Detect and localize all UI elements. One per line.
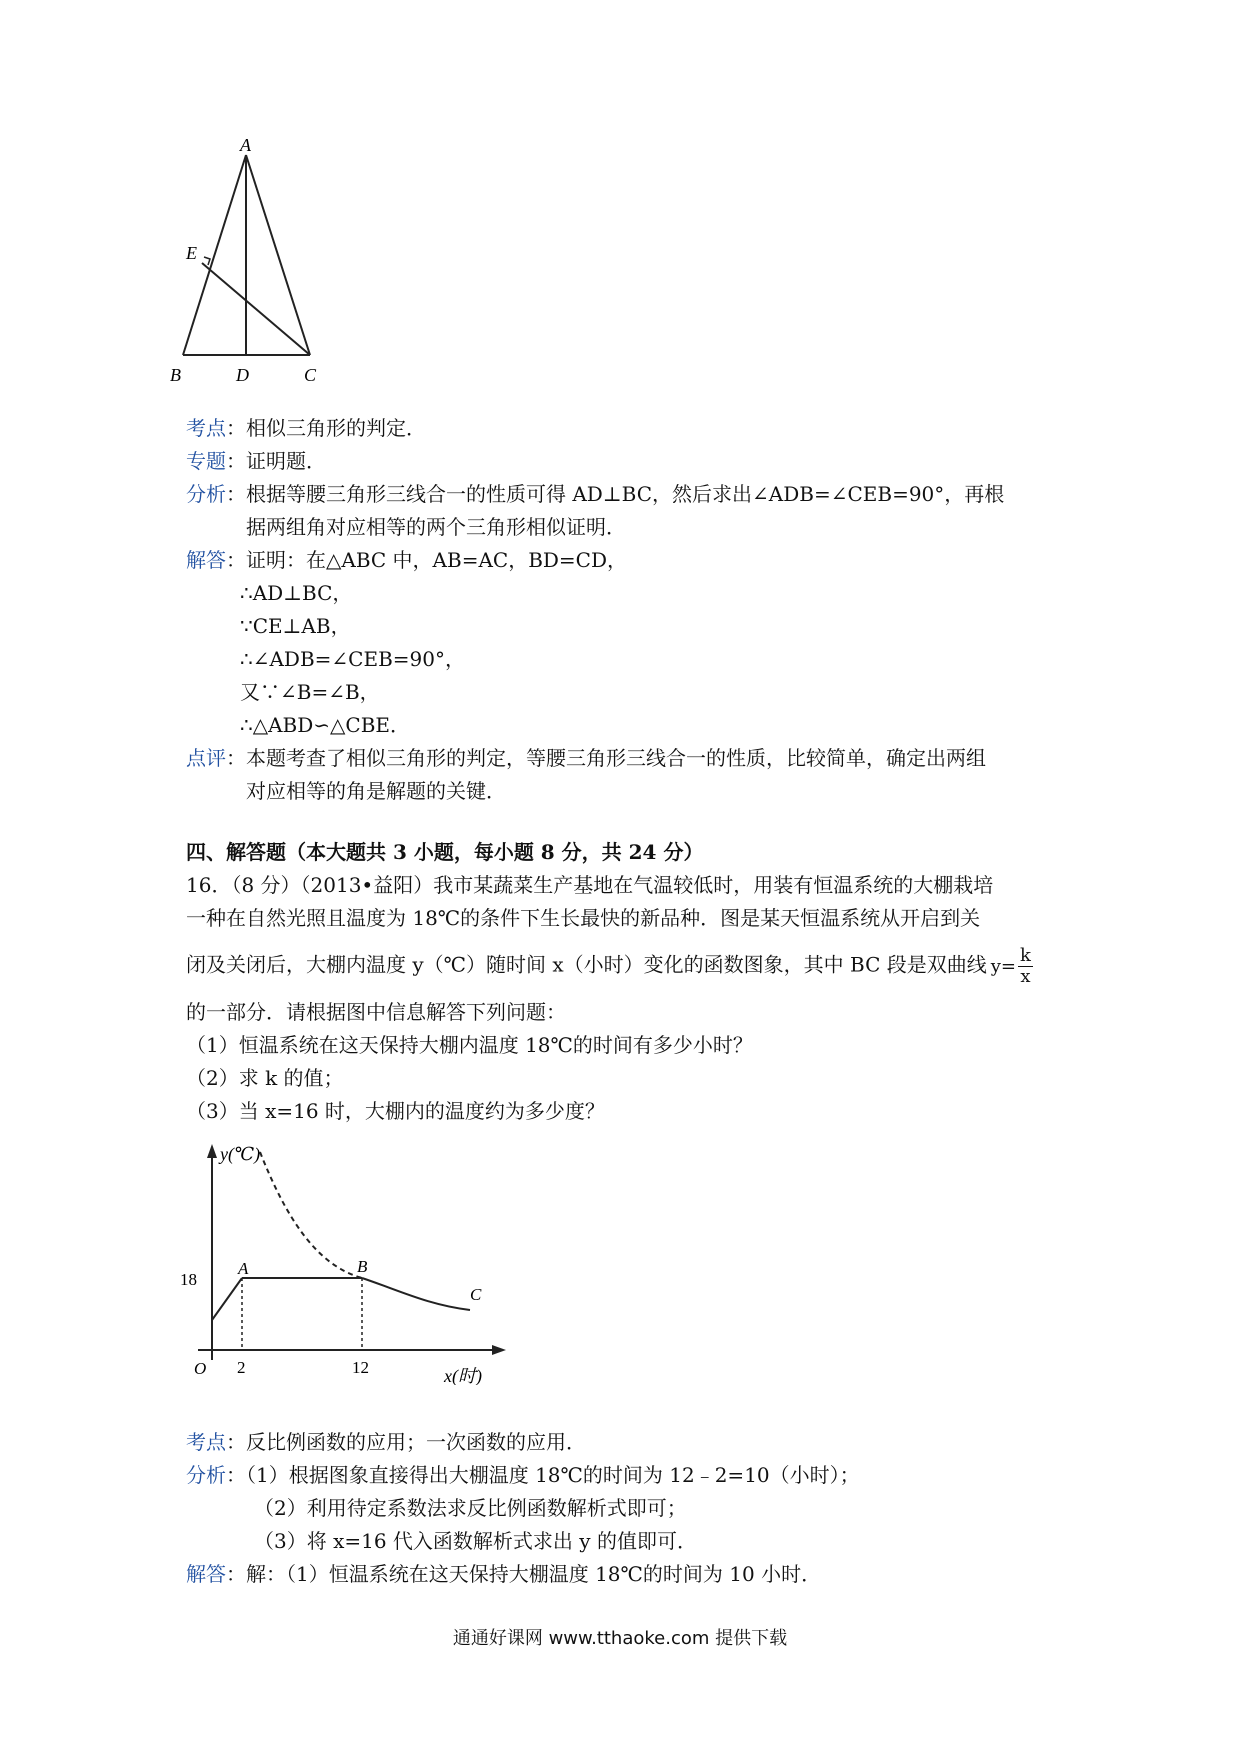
graph-origin-label: O bbox=[194, 1359, 207, 1378]
q15-dianping bbox=[186, 744, 986, 772]
dianping-text-1: ：本题考查了相似三角形的判定，等腰三角形三线合一的性质，比较简单，确定出两组 bbox=[226, 746, 986, 770]
kaodian-text: ：相似三角形的判定． bbox=[226, 416, 426, 440]
proof-step: 又∵∠B=∠B， bbox=[240, 680, 380, 704]
x-axis-arrow bbox=[492, 1345, 506, 1355]
jieda-text-1: ：解：（1）恒温系统在这天保持大棚温度 18℃的时间为 10 小时． bbox=[226, 1562, 822, 1586]
kaodian-label: 考点 bbox=[186, 416, 226, 440]
fenxi-label: 分析 bbox=[186, 482, 226, 506]
section-heading: 四、解答题（本大题共 3 小题，每小题 8 分，共 24 分） bbox=[186, 840, 704, 864]
proof-step: ∵CE⊥AB， bbox=[240, 614, 351, 638]
kaodian-text: ：反比例函数的应用；一次函数的应用． bbox=[226, 1430, 586, 1454]
fenxi-label: 分析 bbox=[186, 1463, 226, 1487]
fenxi-text-1: ：根据等腰三角形三线合一的性质可得 AD⊥BC，然后求出∠ADB=∠CEB=90°，再根 bbox=[226, 482, 1005, 506]
q15-kaodian bbox=[186, 414, 426, 442]
jieda-label: 解答 bbox=[186, 548, 226, 572]
kaodian-label: 考点 bbox=[186, 1430, 226, 1454]
q15-dianping-cont: 对应相等的角是解题的关键． bbox=[246, 779, 506, 803]
fenxi-text-1: ：（1）根据图象直接得出大棚温度 18℃的时间为 12﹣2=10（小时）； bbox=[226, 1463, 860, 1487]
q15-fenxi bbox=[186, 480, 1004, 508]
proof-step: ∴∠ADB=∠CEB=90°， bbox=[240, 647, 465, 671]
graph-x-label: x(时) bbox=[444, 1366, 482, 1385]
point-label-c: C bbox=[470, 1285, 482, 1304]
segment-oa bbox=[212, 1278, 242, 1320]
graph-y-label: y(℃) bbox=[220, 1144, 261, 1164]
hyperbola-dashed bbox=[260, 1152, 362, 1278]
vertex-label-a: A bbox=[240, 135, 251, 155]
q16-line: 的一部分．请根据图中信息解答下列问题： bbox=[186, 1000, 566, 1024]
formula-fraction bbox=[1018, 946, 1033, 987]
dianping-label: 点评 bbox=[186, 746, 226, 770]
temperature-graph bbox=[180, 1130, 520, 1385]
point-label-a: A bbox=[238, 1259, 249, 1278]
q16-fenxi-2: （2）利用待定系数法求反比例函数解析式即可； bbox=[254, 1496, 687, 1520]
y-axis-arrow bbox=[207, 1144, 217, 1158]
graph-y-tick-18: 18 bbox=[180, 1270, 197, 1289]
q16-kaodian bbox=[186, 1428, 586, 1456]
formula-denominator: x bbox=[1020, 966, 1031, 987]
jieda-label: 解答 bbox=[186, 1562, 226, 1586]
q16-fenxi-3: （3）将 x=16 代入函数解析式求出 y 的值即可． bbox=[254, 1529, 697, 1553]
zhuanti-text: ：证明题． bbox=[226, 449, 326, 473]
q16-fenxi bbox=[186, 1461, 860, 1489]
jieda-text-1: ：证明：在△ABC 中，AB=AC，BD=CD， bbox=[226, 548, 628, 572]
vertex-label-e: E bbox=[186, 243, 197, 263]
vertex-label-d: D bbox=[236, 365, 249, 385]
point-label-b: B bbox=[357, 1257, 368, 1276]
hyperbola-formula bbox=[990, 945, 1033, 987]
formula-prefix: y= bbox=[990, 955, 1017, 977]
triangle-figure bbox=[170, 135, 370, 385]
q16-line-with-formula bbox=[186, 946, 1033, 987]
q16-sub-question: （3）当 x=16 时，大棚内的温度约为多少度？ bbox=[186, 1099, 605, 1123]
graph-x-tick-12: 12 bbox=[352, 1358, 369, 1377]
vertex-label-c: C bbox=[304, 365, 317, 385]
q15-jieda bbox=[186, 546, 627, 574]
q16-line: 一种在自然光照且温度为 18℃的条件下生长最快的新品种．图是某天恒温系统从开启到关 bbox=[186, 906, 981, 930]
zhuanti-label: 专题 bbox=[186, 449, 226, 473]
proof-step: ∴AD⊥BC， bbox=[240, 581, 353, 605]
proof-step: ∴△ABD∽△CBE． bbox=[240, 713, 411, 737]
graph-x-tick-2: 2 bbox=[237, 1358, 246, 1377]
q16-sub-question: （2）求 k 的值； bbox=[186, 1066, 344, 1090]
q15-fenxi-cont: 据两组角对应相等的两个三角形相似证明． bbox=[246, 515, 626, 539]
page-footer: 通通好课网 www.tthaoke.com 提供下载 bbox=[452, 1628, 788, 1649]
curve-bc bbox=[362, 1278, 470, 1310]
q16-line-text: 闭及关闭后，大棚内温度 y（℃）随时间 x（小时）变化的函数图象，其中 BC 段是双曲线 bbox=[186, 952, 987, 977]
q16-sub-question: （1）恒温系统在这天保持大棚内温度 18℃的时间有多少小时？ bbox=[186, 1033, 753, 1057]
vertex-label-b: B bbox=[170, 365, 181, 385]
formula-numerator: k bbox=[1020, 945, 1031, 966]
q16-line: 16．（8 分）（2013•益阳）我市某蔬菜生产基地在气温较低时，用装有恒温系统的大棚栽培 bbox=[186, 873, 994, 897]
q15-zhuanti bbox=[186, 447, 326, 475]
q16-jieda bbox=[186, 1560, 821, 1588]
